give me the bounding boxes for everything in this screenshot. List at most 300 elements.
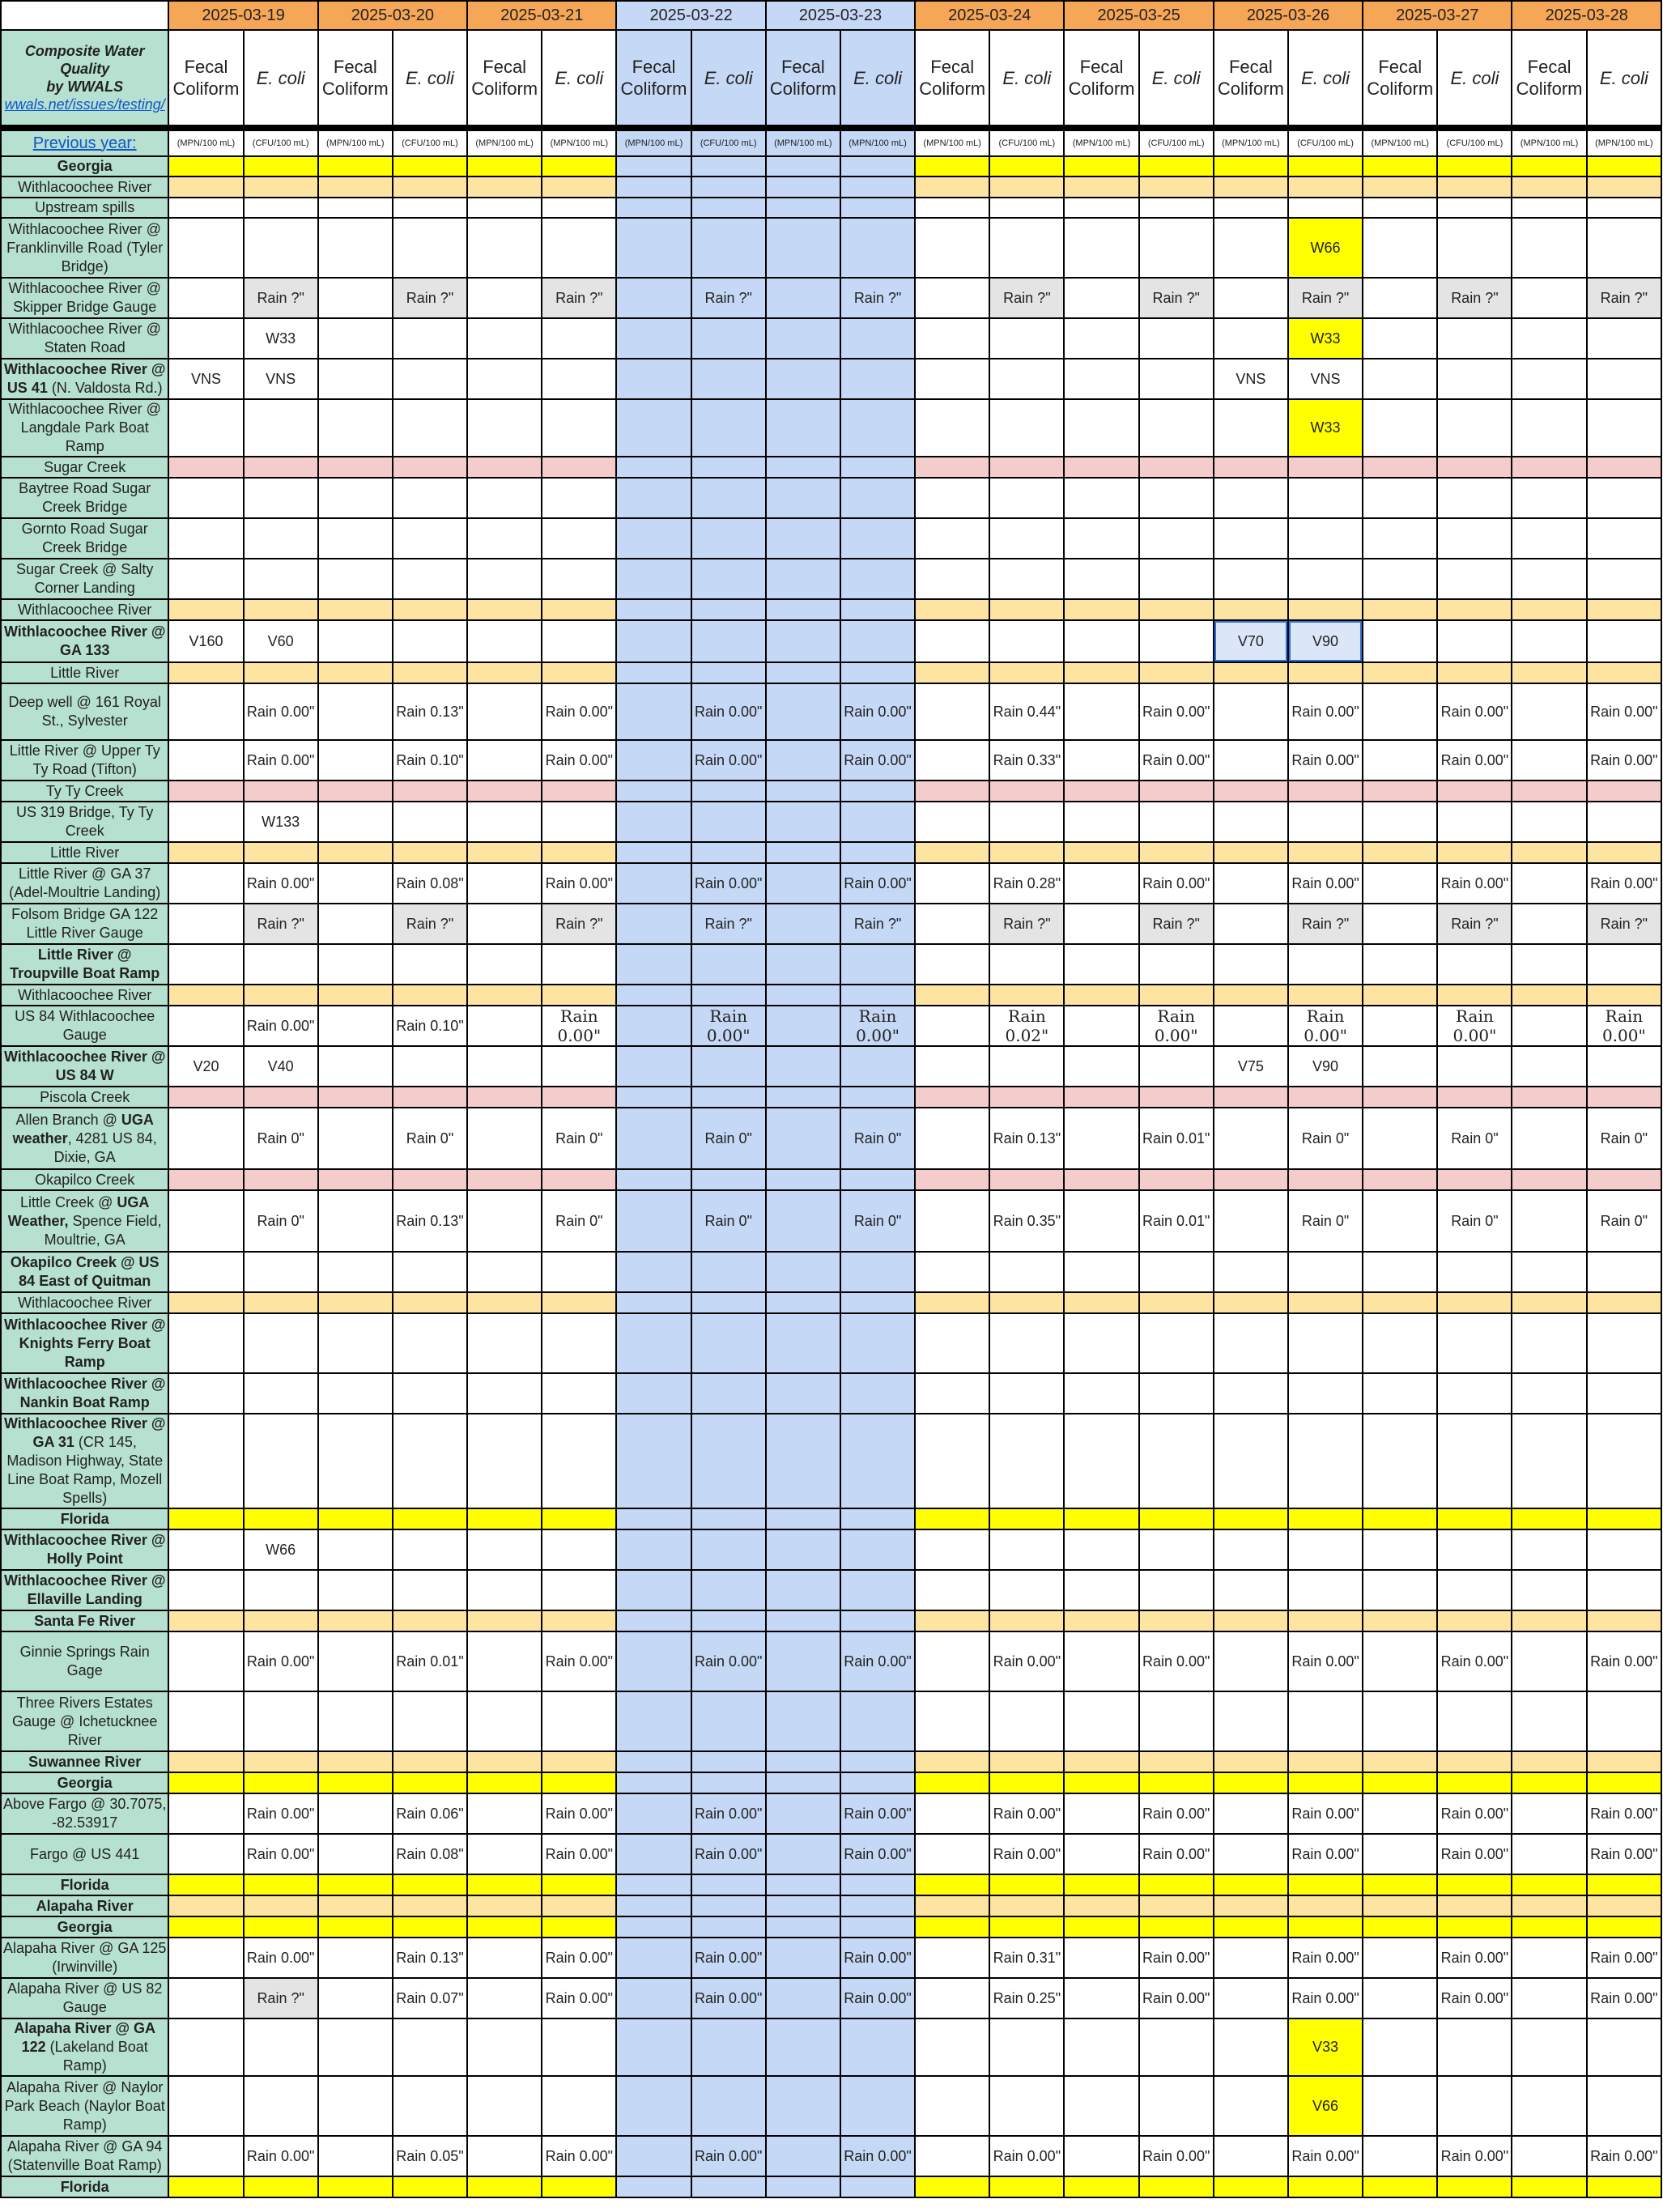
data-cell[interactable] — [989, 518, 1064, 559]
data-cell[interactable] — [1214, 156, 1288, 177]
data-cell[interactable] — [1064, 1772, 1138, 1793]
data-cell[interactable] — [616, 1292, 691, 1313]
rain-cell[interactable]: Rain 0.00" — [542, 683, 616, 740]
data-cell[interactable] — [691, 1610, 766, 1631]
rain-cell[interactable]: Rain 0.33" — [989, 740, 1064, 781]
data-cell[interactable] — [1363, 1874, 1437, 1895]
data-cell[interactable] — [1512, 1108, 1586, 1169]
rain-cell[interactable]: Rain 0.00" — [542, 1793, 616, 1834]
data-cell[interactable] — [1437, 218, 1512, 278]
data-cell[interactable] — [542, 1313, 616, 1373]
data-cell[interactable] — [1139, 662, 1214, 683]
data-cell[interactable] — [1064, 1895, 1138, 1916]
data-cell[interactable] — [989, 1169, 1064, 1190]
data-cell[interactable] — [989, 399, 1064, 457]
testing-link[interactable]: wwals.net/issues/testing/ — [4, 96, 165, 113]
data-cell[interactable] — [1064, 863, 1138, 904]
data-cell[interactable] — [691, 478, 766, 518]
site-label[interactable]: Three Rivers Estates Gauge @ Ichetucknee River — [1, 1691, 168, 1751]
rain-cell[interactable]: Rain 0.00" — [244, 740, 318, 781]
rain-cell[interactable]: Rain ?" — [840, 278, 915, 318]
rain-cell[interactable]: Rain 0.28" — [989, 863, 1064, 904]
data-cell[interactable] — [691, 359, 766, 399]
data-cell[interactable] — [766, 1874, 840, 1895]
data-cell[interactable] — [616, 318, 691, 359]
data-cell[interactable] — [318, 1508, 393, 1529]
data-cell[interactable] — [840, 1252, 915, 1292]
site-label[interactable]: Baytree Road Sugar Creek Bridge — [1, 478, 168, 518]
fecal-coliform-header[interactable]: Fecal Coliform — [1214, 30, 1288, 125]
data-cell[interactable] — [393, 1508, 467, 1529]
data-cell[interactable] — [318, 2176, 393, 2197]
data-cell[interactable] — [1437, 1916, 1512, 1938]
data-cell[interactable] — [1512, 662, 1586, 683]
data-cell[interactable] — [467, 218, 542, 278]
data-cell[interactable] — [1214, 1793, 1288, 1834]
data-cell[interactable] — [1512, 318, 1586, 359]
data-cell[interactable] — [1139, 1691, 1214, 1751]
data-cell[interactable] — [1587, 1252, 1661, 1292]
data-cell[interactable] — [1512, 802, 1586, 842]
data-cell[interactable] — [168, 1751, 243, 1772]
rain-cell[interactable]: Rain 0" — [542, 1108, 616, 1169]
data-cell[interactable] — [840, 620, 915, 662]
data-cell[interactable] — [1363, 318, 1437, 359]
data-cell[interactable] — [393, 2176, 467, 2197]
data-cell[interactable] — [1064, 518, 1138, 559]
unit-cell[interactable]: (MPN/100 mL) — [840, 130, 915, 156]
data-cell[interactable] — [542, 944, 616, 985]
data-cell[interactable] — [691, 620, 766, 662]
data-cell[interactable] — [168, 1108, 243, 1169]
data-cell[interactable] — [1064, 1414, 1138, 1508]
data-cell[interactable] — [542, 198, 616, 218]
rain-cell[interactable]: Rain ?" — [989, 904, 1064, 944]
data-cell[interactable] — [168, 1834, 243, 1874]
data-cell[interactable] — [1139, 399, 1214, 457]
data-cell[interactable] — [616, 1313, 691, 1373]
site-label[interactable]: Deep well @ 161 Royal St., Sylvester — [1, 683, 168, 740]
rain-cell[interactable]: Rain 0.00" — [1139, 683, 1214, 740]
data-cell[interactable] — [766, 1414, 840, 1508]
fecal-coliform-header[interactable]: Fecal Coliform — [766, 30, 840, 125]
data-cell[interactable] — [989, 359, 1064, 399]
rain-cell[interactable]: Rain 0.00" — [244, 683, 318, 740]
data-cell[interactable] — [1139, 1087, 1214, 1108]
data-cell[interactable] — [467, 1793, 542, 1834]
data-cell[interactable] — [1363, 904, 1437, 944]
data-cell[interactable] — [915, 1046, 989, 1087]
data-cell[interactable] — [1363, 1895, 1437, 1916]
data-cell[interactable] — [1363, 1252, 1437, 1292]
data-cell[interactable] — [616, 944, 691, 985]
rain-cell[interactable]: Rain 0.00" — [1587, 1793, 1661, 1834]
data-cell[interactable] — [1363, 1691, 1437, 1751]
sample-result-cell[interactable]: W33 — [244, 318, 318, 359]
data-cell[interactable] — [393, 620, 467, 662]
data-cell[interactable] — [318, 599, 393, 620]
data-cell[interactable] — [1512, 781, 1586, 802]
data-cell[interactable] — [318, 1570, 393, 1610]
unit-cell[interactable]: (CFU/100 mL) — [1288, 130, 1363, 156]
data-cell[interactable] — [616, 1570, 691, 1610]
data-cell[interactable] — [1512, 1834, 1586, 1874]
data-cell[interactable] — [393, 599, 467, 620]
data-cell[interactable] — [840, 2176, 915, 2197]
data-cell[interactable] — [1288, 1895, 1363, 1916]
data-cell[interactable] — [393, 2018, 467, 2076]
data-cell[interactable] — [1587, 318, 1661, 359]
data-cell[interactable] — [1437, 1046, 1512, 1087]
data-cell[interactable] — [915, 518, 989, 559]
data-cell[interactable] — [393, 662, 467, 683]
data-cell[interactable] — [691, 1508, 766, 1529]
data-cell[interactable] — [616, 177, 691, 198]
data-cell[interactable] — [989, 985, 1064, 1006]
data-cell[interactable] — [1587, 1414, 1661, 1508]
data-cell[interactable] — [616, 359, 691, 399]
data-cell[interactable] — [393, 1529, 467, 1570]
data-cell[interactable] — [318, 559, 393, 599]
data-cell[interactable] — [616, 1190, 691, 1252]
data-cell[interactable] — [840, 457, 915, 478]
data-cell[interactable] — [1437, 1895, 1512, 1916]
data-cell[interactable] — [691, 1373, 766, 1414]
data-cell[interactable] — [1064, 1834, 1138, 1874]
data-cell[interactable] — [1064, 1793, 1138, 1834]
data-cell[interactable] — [989, 781, 1064, 802]
data-cell[interactable] — [168, 1874, 243, 1895]
data-cell[interactable] — [393, 518, 467, 559]
data-cell[interactable] — [467, 1169, 542, 1190]
data-cell[interactable] — [915, 1373, 989, 1414]
data-cell[interactable] — [1587, 177, 1661, 198]
fecal-coliform-header[interactable]: Fecal Coliform — [467, 30, 542, 125]
data-cell[interactable] — [318, 399, 393, 457]
data-cell[interactable] — [766, 2076, 840, 2136]
data-cell[interactable] — [915, 863, 989, 904]
data-cell[interactable] — [1214, 278, 1288, 318]
sample-result-cell[interactable]: VNS — [1288, 359, 1363, 399]
data-cell[interactable] — [318, 1046, 393, 1087]
rain-cell[interactable]: Rain 0.35" — [989, 1190, 1064, 1252]
data-cell[interactable] — [915, 985, 989, 1006]
unit-cell[interactable]: (CFU/100 mL) — [1437, 130, 1512, 156]
data-cell[interactable] — [1288, 802, 1363, 842]
data-cell[interactable] — [691, 559, 766, 599]
data-cell[interactable] — [766, 802, 840, 842]
sample-result-cell[interactable]: VNS — [1214, 359, 1288, 399]
data-cell[interactable] — [1512, 1916, 1586, 1938]
data-cell[interactable] — [616, 781, 691, 802]
rain-cell[interactable]: Rain 0.00" — [244, 1938, 318, 1978]
sample-result-cell[interactable]: W66 — [1288, 218, 1363, 278]
data-cell[interactable] — [542, 842, 616, 863]
data-cell[interactable] — [1288, 842, 1363, 863]
data-cell[interactable] — [1139, 156, 1214, 177]
data-cell[interactable] — [766, 944, 840, 985]
data-cell[interactable] — [318, 842, 393, 863]
data-cell[interactable] — [467, 1292, 542, 1313]
data-cell[interactable] — [1064, 1373, 1138, 1414]
data-cell[interactable] — [318, 2136, 393, 2176]
rain-cell[interactable]: Rain ?" — [393, 904, 467, 944]
data-cell[interactable] — [318, 1631, 393, 1691]
data-cell[interactable] — [244, 198, 318, 218]
data-cell[interactable] — [1064, 1529, 1138, 1570]
data-cell[interactable] — [168, 1006, 243, 1046]
data-cell[interactable] — [542, 781, 616, 802]
rain-cell[interactable]: Rain 0.00" — [1288, 1631, 1363, 1691]
data-cell[interactable] — [1512, 1691, 1586, 1751]
section-label[interactable]: Georgia — [1, 1772, 168, 1793]
site-label[interactable]: Gornto Road Sugar Creek Bridge — [1, 518, 168, 559]
data-cell[interactable] — [1214, 559, 1288, 599]
data-cell[interactable] — [989, 1292, 1064, 1313]
rain-cell[interactable]: Rain 0" — [691, 1108, 766, 1169]
data-cell[interactable] — [542, 1292, 616, 1313]
rain-cell[interactable]: Rain 0" — [1437, 1108, 1512, 1169]
data-cell[interactable] — [1214, 1978, 1288, 2018]
data-cell[interactable] — [467, 1895, 542, 1916]
data-cell[interactable] — [691, 177, 766, 198]
data-cell[interactable] — [244, 1916, 318, 1938]
data-cell[interactable] — [168, 177, 243, 198]
data-cell[interactable] — [1587, 781, 1661, 802]
data-cell[interactable] — [168, 478, 243, 518]
date-header-2025-03-20[interactable]: 2025-03-20 — [318, 1, 467, 30]
site-label[interactable]: Withlacoochee River @ GA 31 (CR 145, Madison Highway, State Line Boat Ramp, Mozell Spells) — [1, 1414, 168, 1508]
data-cell[interactable] — [542, 1414, 616, 1508]
data-cell[interactable] — [168, 518, 243, 559]
data-cell[interactable] — [1363, 1938, 1437, 1978]
data-cell[interactable] — [393, 2076, 467, 2136]
data-cell[interactable] — [318, 278, 393, 318]
rain-cell[interactable]: Rain 0.00" — [1587, 1631, 1661, 1691]
data-cell[interactable] — [1064, 1570, 1138, 1610]
rain-cell[interactable]: Rain 0.00" — [1288, 1938, 1363, 1978]
data-cell[interactable] — [467, 1529, 542, 1570]
data-cell[interactable] — [616, 1006, 691, 1046]
data-cell[interactable] — [1288, 1508, 1363, 1529]
data-cell[interactable] — [915, 1938, 989, 1978]
data-cell[interactable] — [840, 1373, 915, 1414]
data-cell[interactable] — [1363, 278, 1437, 318]
data-cell[interactable] — [1587, 1313, 1661, 1373]
data-cell[interactable] — [766, 842, 840, 863]
data-cell[interactable] — [915, 559, 989, 599]
data-cell[interactable] — [1214, 1292, 1288, 1313]
fecal-coliform-header[interactable]: Fecal Coliform — [1512, 30, 1586, 125]
data-cell[interactable] — [766, 1978, 840, 2018]
data-cell[interactable] — [168, 740, 243, 781]
data-cell[interactable] — [168, 985, 243, 1006]
data-cell[interactable] — [542, 1895, 616, 1916]
data-cell[interactable] — [616, 740, 691, 781]
data-cell[interactable] — [168, 156, 243, 177]
data-cell[interactable] — [989, 198, 1064, 218]
data-cell[interactable] — [1363, 518, 1437, 559]
data-cell[interactable] — [1437, 1508, 1512, 1529]
data-cell[interactable] — [915, 1006, 989, 1046]
data-cell[interactable] — [840, 1046, 915, 1087]
data-cell[interactable] — [766, 218, 840, 278]
data-cell[interactable] — [1587, 1916, 1661, 1938]
data-cell[interactable] — [691, 1529, 766, 1570]
data-cell[interactable] — [1363, 2136, 1437, 2176]
data-cell[interactable] — [467, 620, 542, 662]
rain-cell[interactable]: Rain 0.13" — [393, 1938, 467, 1978]
data-cell[interactable] — [1064, 740, 1138, 781]
data-cell[interactable] — [542, 1610, 616, 1631]
data-cell[interactable] — [244, 457, 318, 478]
data-cell[interactable] — [244, 1292, 318, 1313]
data-cell[interactable] — [318, 944, 393, 985]
data-cell[interactable] — [244, 1874, 318, 1895]
data-cell[interactable] — [1139, 1916, 1214, 1938]
data-cell[interactable] — [542, 457, 616, 478]
rain-cell[interactable]: Rain 0.00" — [1139, 1978, 1214, 2018]
data-cell[interactable] — [318, 662, 393, 683]
data-cell[interactable] — [168, 944, 243, 985]
site-label[interactable]: Fargo @ US 441 — [1, 1834, 168, 1874]
data-cell[interactable] — [1512, 944, 1586, 985]
data-cell[interactable] — [766, 1631, 840, 1691]
data-cell[interactable] — [840, 1916, 915, 1938]
data-cell[interactable] — [318, 863, 393, 904]
data-cell[interactable] — [766, 457, 840, 478]
data-cell[interactable] — [915, 2076, 989, 2136]
data-cell[interactable] — [766, 599, 840, 620]
data-cell[interactable] — [1363, 620, 1437, 662]
data-cell[interactable] — [766, 1508, 840, 1529]
data-cell[interactable] — [1214, 662, 1288, 683]
data-cell[interactable] — [989, 2176, 1064, 2197]
data-cell[interactable] — [168, 1610, 243, 1631]
rain-cell[interactable]: Rain 0" — [1587, 1190, 1661, 1252]
rain-cell[interactable]: Rain 0" — [1288, 1108, 1363, 1169]
sample-result-cell[interactable]: V70 — [1214, 620, 1288, 662]
data-cell[interactable] — [1214, 1938, 1288, 1978]
rain-cell[interactable]: Rain 0.00" — [989, 1834, 1064, 1874]
data-cell[interactable] — [318, 1252, 393, 1292]
data-cell[interactable] — [1363, 2076, 1437, 2136]
data-cell[interactable] — [467, 1751, 542, 1772]
data-cell[interactable] — [616, 457, 691, 478]
data-cell[interactable] — [989, 457, 1064, 478]
data-cell[interactable] — [766, 1916, 840, 1938]
data-cell[interactable] — [989, 802, 1064, 842]
data-cell[interactable] — [616, 1508, 691, 1529]
data-cell[interactable] — [244, 842, 318, 863]
data-cell[interactable] — [766, 318, 840, 359]
data-cell[interactable] — [616, 1169, 691, 1190]
data-cell[interactable] — [691, 1414, 766, 1508]
data-cell[interactable] — [1587, 1874, 1661, 1895]
data-cell[interactable] — [168, 904, 243, 944]
data-cell[interactable] — [840, 518, 915, 559]
data-cell[interactable] — [1214, 683, 1288, 740]
data-cell[interactable] — [1288, 944, 1363, 985]
data-cell[interactable] — [989, 177, 1064, 198]
fecal-coliform-header[interactable]: Fecal Coliform — [1064, 30, 1138, 125]
data-cell[interactable] — [318, 1938, 393, 1978]
data-cell[interactable] — [616, 1751, 691, 1772]
unit-cell[interactable]: (CFU/100 mL) — [989, 130, 1064, 156]
data-cell[interactable] — [1139, 177, 1214, 198]
data-cell[interactable] — [1437, 478, 1512, 518]
data-cell[interactable] — [1437, 399, 1512, 457]
section-label[interactable]: Little River — [1, 662, 168, 683]
rain-cell[interactable]: Rain ?" — [1587, 278, 1661, 318]
rain-cell[interactable]: Rain 0" — [244, 1190, 318, 1252]
data-cell[interactable] — [1139, 2176, 1214, 2197]
data-cell[interactable] — [766, 359, 840, 399]
data-cell[interactable] — [1363, 1793, 1437, 1834]
data-cell[interactable] — [915, 740, 989, 781]
data-cell[interactable] — [1587, 1529, 1661, 1570]
data-cell[interactable] — [1512, 198, 1586, 218]
rain-cell[interactable]: Rain 0.00" — [1437, 1834, 1512, 1874]
rain-cell[interactable]: Rain 0.00" — [1288, 2136, 1363, 2176]
data-cell[interactable] — [989, 1772, 1064, 1793]
data-cell[interactable] — [467, 156, 542, 177]
data-cell[interactable] — [1139, 944, 1214, 985]
data-cell[interactable] — [1139, 1313, 1214, 1373]
data-cell[interactable] — [1587, 985, 1661, 1006]
data-cell[interactable] — [318, 1978, 393, 2018]
data-cell[interactable] — [840, 559, 915, 599]
data-cell[interactable] — [989, 1529, 1064, 1570]
rain-cell[interactable]: Rain 0.00" — [542, 1834, 616, 1874]
data-cell[interactable] — [1064, 842, 1138, 863]
data-cell[interactable] — [766, 2018, 840, 2076]
data-cell[interactable] — [766, 1938, 840, 1978]
section-label[interactable]: Withlacoochee River — [1, 1292, 168, 1313]
site-label[interactable]: Withlacoochee River @ Franklinville Road (Tyler Bridge) — [1, 218, 168, 278]
data-cell[interactable] — [1437, 1570, 1512, 1610]
data-cell[interactable] — [1214, 599, 1288, 620]
data-cell[interactable] — [840, 802, 915, 842]
data-cell[interactable] — [766, 559, 840, 599]
data-cell[interactable] — [318, 2076, 393, 2136]
unit-cell[interactable]: (CFU/100 mL) — [1139, 130, 1214, 156]
data-cell[interactable] — [1512, 1751, 1586, 1772]
data-cell[interactable] — [1064, 2136, 1138, 2176]
rain-cell[interactable]: Rain 0.00" — [542, 2136, 616, 2176]
data-cell[interactable] — [1363, 985, 1437, 1006]
data-cell[interactable] — [542, 1751, 616, 1772]
data-cell[interactable] — [1064, 2018, 1138, 2076]
rain-cell[interactable]: Rain 0.00" — [691, 683, 766, 740]
fecal-coliform-header[interactable]: Fecal Coliform — [318, 30, 393, 125]
data-cell[interactable] — [766, 399, 840, 457]
data-cell[interactable] — [318, 1916, 393, 1938]
data-cell[interactable] — [467, 1916, 542, 1938]
data-cell[interactable] — [840, 1414, 915, 1508]
data-cell[interactable] — [1587, 1772, 1661, 1793]
data-cell[interactable] — [915, 478, 989, 518]
data-cell[interactable] — [467, 2136, 542, 2176]
data-cell[interactable] — [1139, 1252, 1214, 1292]
data-cell[interactable] — [467, 1978, 542, 2018]
data-cell[interactable] — [1437, 177, 1512, 198]
data-cell[interactable] — [840, 1529, 915, 1570]
data-cell[interactable] — [1288, 177, 1363, 198]
data-cell[interactable] — [1437, 1252, 1512, 1292]
rain-cell[interactable]: Rain 0.00" — [1437, 683, 1512, 740]
data-cell[interactable] — [1363, 177, 1437, 198]
